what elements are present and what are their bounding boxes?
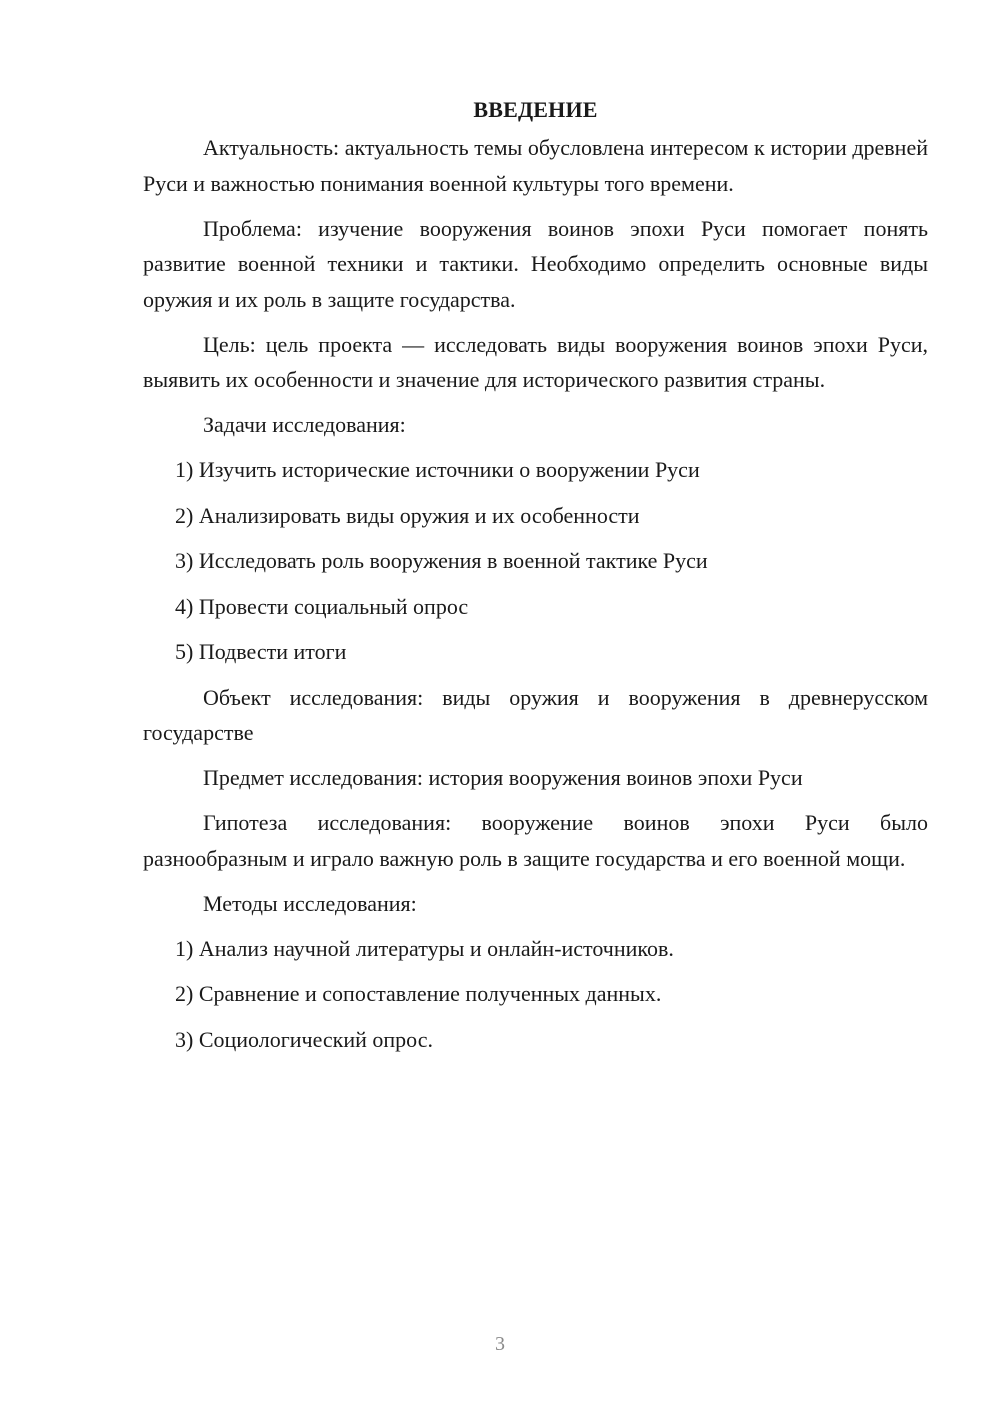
relevance-paragraph: Актуальность: актуальность темы обусловлена интересом к истории древней Руси и важностью понимания военной культуры того времени. — [143, 135, 928, 196]
list-item: 2) Анализировать виды оружия и их особенности — [175, 502, 640, 528]
page-content — [143, 92, 928, 1067]
hypothesis-paragraph: Гипотеза исследования: вооружение воинов эпохи Руси было разнообразным и играло важную роль в защите государства и его военной мощи. — [143, 810, 928, 871]
list-item: 3) Исследовать роль вооружения в военной тактике Руси — [175, 548, 708, 573]
list-item: 1) Анализ научной литературы и онлайн-источников. — [175, 935, 674, 961]
methods-heading: Методы исследования: — [203, 890, 417, 916]
list-item: 2) Сравнение и сопоставление полученных данных. — [175, 981, 662, 1006]
tasks-heading: Задачи исследования: — [203, 412, 406, 437]
tasks-list — [143, 452, 928, 670]
list-item: 5) Подвести итоги — [175, 639, 347, 664]
list-item: 3) Социологический опрос. — [175, 1026, 433, 1052]
object-paragraph: Объект исследования: виды оружия и вооружения в древнерусском государстве — [143, 684, 928, 745]
methods-list — [143, 931, 928, 1058]
problem-paragraph: Проблема: изучение вооружения воинов эпохи Руси помогает понять развитие военной техники и тактики. Необходимо определить основные виды оружия и их роль в защите государства. — [143, 215, 928, 312]
list-item: 1) Изучить исторические источники о вооружении Руси — [175, 457, 700, 482]
list-item: 4) Провести социальный опрос — [175, 593, 469, 619]
page-number: 3 — [495, 1333, 505, 1355]
subject-paragraph: Предмет исследования: история вооружения воинов эпохи Руси — [203, 765, 803, 790]
section-title: ВВЕДЕНИЕ — [473, 97, 598, 122]
goal-paragraph: Цель: цель проекта — исследовать виды вооружения воинов эпохи Руси, выявить их особенности и значение для исторического развития страны. — [143, 331, 928, 392]
